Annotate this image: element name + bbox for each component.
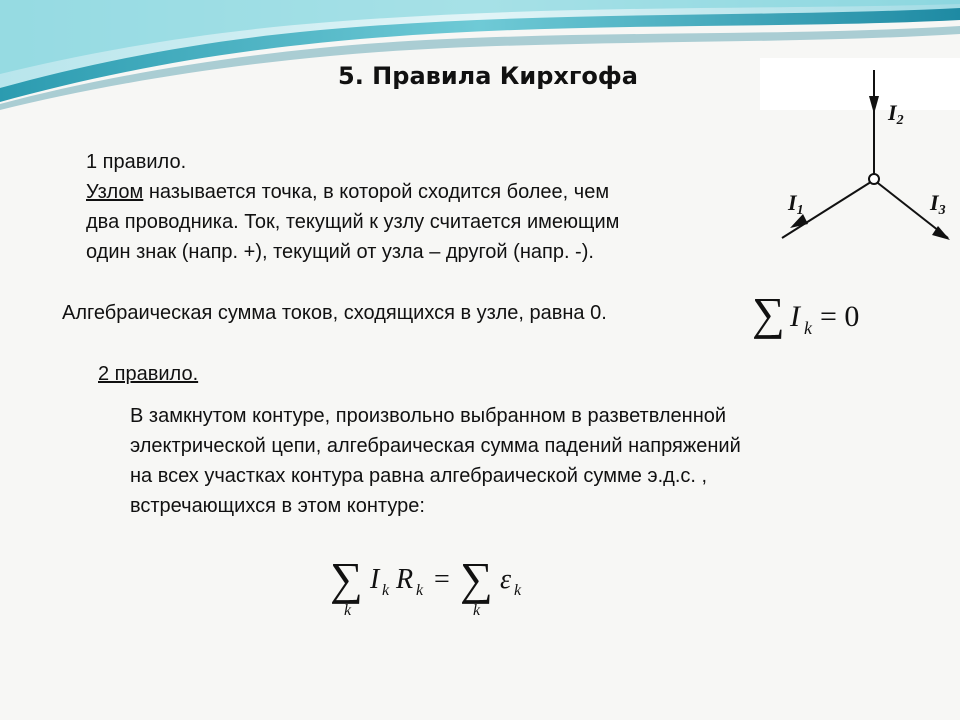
junction-diagram bbox=[770, 62, 960, 252]
formula2-sub-emf: k bbox=[514, 582, 522, 599]
rule1-line1-rest: называется точка, в которой сходится более, чем bbox=[143, 181, 610, 203]
formula1-rhs: = 0 bbox=[820, 300, 860, 333]
label-i1-letter: I bbox=[788, 190, 797, 215]
label-i2-sub: 2 bbox=[896, 113, 904, 128]
formula-kvl bbox=[330, 552, 540, 624]
rule2-heading bbox=[98, 359, 198, 389]
formula2-equals: = bbox=[434, 564, 450, 595]
label-i3 bbox=[929, 190, 946, 218]
rule2-heading-text: 2 правило. bbox=[98, 363, 199, 385]
formula2-sum-sign-left: ∑ bbox=[330, 553, 363, 604]
rule2-line-3: на всех участках контура равна алгебраической сумме э.д.с. , bbox=[130, 465, 708, 487]
label-i1-sub: 1 bbox=[796, 203, 804, 218]
formula1-sum-sign: ∑ bbox=[752, 288, 785, 339]
rule2-line-2: электрической цепи, алгебраическая сумма падений напряжений bbox=[130, 435, 741, 457]
rule1-line-2: два проводника. Ток, текущий к узлу считается имеющим bbox=[86, 211, 620, 233]
rule1-line-1 bbox=[86, 177, 619, 207]
rule2-line-1: В замкнутом контуре, произвольно выбранном в разветвленной bbox=[130, 405, 727, 427]
formula2-var-r: R bbox=[396, 564, 414, 595]
formula1-sub: k bbox=[804, 318, 812, 338]
rule1-heading-text: 1 правило. bbox=[86, 151, 187, 173]
formula-current-sum bbox=[752, 286, 872, 346]
rule1-heading bbox=[86, 147, 186, 177]
formula1-var: I bbox=[790, 300, 800, 333]
label-i3-letter: I bbox=[930, 190, 939, 215]
label-i1 bbox=[787, 190, 804, 218]
junction-node bbox=[869, 174, 879, 184]
formula2-sub-r: k bbox=[416, 582, 424, 599]
arrow-i2 bbox=[869, 96, 879, 114]
label-i2 bbox=[887, 100, 904, 128]
rule2-line-4: встречающихся в этом контуре: bbox=[130, 495, 425, 517]
rule2-body bbox=[130, 401, 741, 521]
label-i3-sub: 3 bbox=[938, 203, 946, 218]
slide-title: 5. Правила Кирхгофа bbox=[338, 62, 638, 90]
rule1-body bbox=[86, 177, 619, 267]
rule1-line-3: один знак (напр. +), текущий от узла – другой (напр. -). bbox=[86, 241, 594, 263]
sum-statement: Алгебраическая сумма токов, сходящихся в узле, равна 0. bbox=[62, 302, 607, 324]
formula2-emf: ε bbox=[500, 564, 512, 595]
formula2-sub-i: k bbox=[382, 582, 390, 599]
formula2-var-i: I bbox=[370, 564, 380, 595]
formula2-index-left: k bbox=[344, 602, 352, 619]
formula2-index-right: k bbox=[473, 602, 481, 619]
rule1-term: Узлом bbox=[86, 181, 144, 203]
formula2-sum-sign-right: ∑ bbox=[460, 553, 493, 604]
label-i2-letter: I bbox=[888, 100, 897, 125]
